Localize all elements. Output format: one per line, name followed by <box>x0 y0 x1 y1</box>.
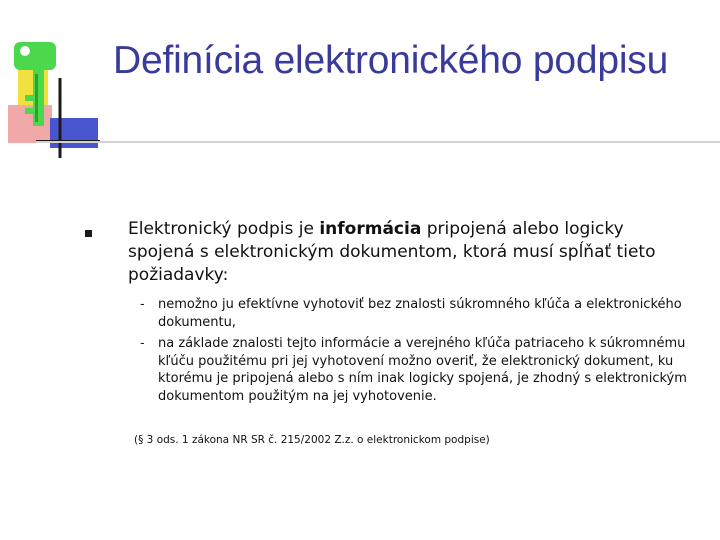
bullet-text-bold: informácia <box>319 219 422 239</box>
title-divider <box>36 141 720 143</box>
sub-item-2: na základe znalosti tejto informácie a verejného kľúča patriaceho k súkromnému kľúču použitému pri jej vyhotovení možno overiť, že elektronický dokument, ku ktorému je pripojená alebo s ním inak logicky spojená, je zhodný s elektronickým dokumentom použitým na jej vyhotovenie. <box>158 336 687 404</box>
legal-citation: (§ 3 ods. 1 zákona NR SR č. 215/2002 Z.z. o elektronickom podpise) <box>134 434 490 446</box>
blue-block <box>50 118 98 148</box>
bullet-marker <box>85 230 92 237</box>
slide-title: Definícia elektronického podpisu <box>113 39 669 82</box>
main-bullet-text <box>128 218 688 287</box>
sub-item-1-marker: - <box>140 297 145 312</box>
sub-item-2-marker: - <box>140 336 145 351</box>
sub-item-1: nemožno ju efektívne vyhotoviť bez znalosti súkromného kľúča a elektronického dokumentu, <box>158 297 682 330</box>
bullet-text-end: pripojená alebo logicky spojená s elektronickým dokumentom, ktorá musí spĺňať tieto požiadavky: <box>128 219 656 285</box>
bullet-text-start: Elektronický podpis je <box>128 219 320 239</box>
